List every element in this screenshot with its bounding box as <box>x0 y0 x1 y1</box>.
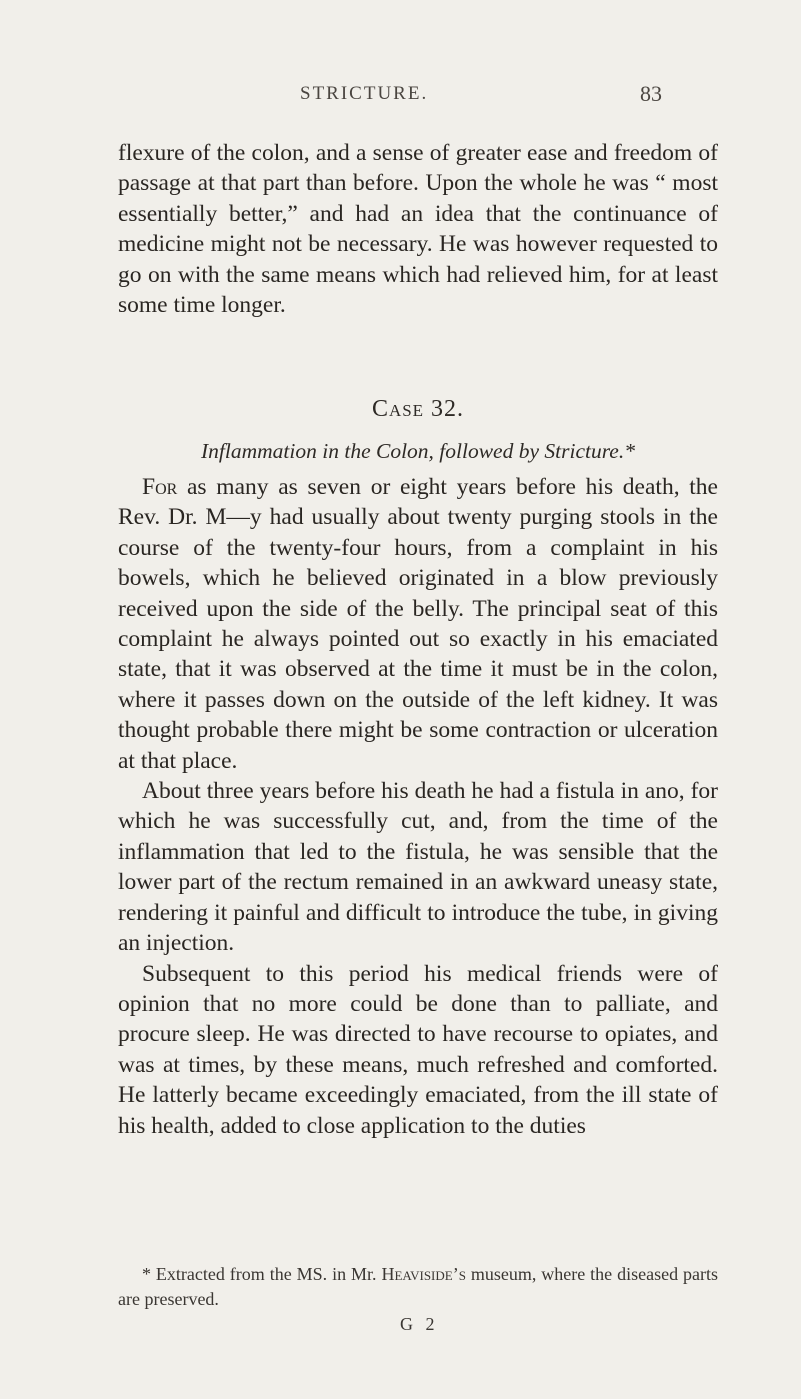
running-title: STRICTURE. <box>300 83 429 104</box>
paragraph-2: About three years before his death he had a fistula in ano, for which he was successfully cut, and, from the time of the inflammation that led to the fistula, he was sensible that the lower part of the rectum remained in an awkward uneasy state, rendering it painful and difficult to introduce the tube, in giving an injection. <box>118 778 718 957</box>
footnote <box>118 1262 718 1312</box>
footnote-text <box>118 1262 718 1312</box>
case-subtitle: Inflammation in the Colon, followed by Stricture.* <box>201 439 635 463</box>
case-heading: Case 32. <box>371 396 465 422</box>
footnote-text-before: * Extracted from the MS. in Mr. <box>142 1264 382 1284</box>
paragraph-1 <box>118 472 718 776</box>
paragraph-3: Subsequent to this period his medical friends were of opinion that no more could be done than to palliate, and procure sleep. He was directed to have recourse to opiates, and was at times, by these means, much refreshed and comforted. He latterly became exceedingly emaciated, from the ill state of his health, added to close application to the duties <box>118 960 718 1139</box>
paragraph-1-lead: For <box>142 474 178 500</box>
paragraph-1-text: as many as seven or eight years before his death, the Rev. Dr. M—y had usually about twenty purging stools in the course of the twenty-four hours, from a complaint in his bowels, which he believed originated in a blow previously received upon the side of the belly. The principal seat of this complaint he always pointed out so exactly in his emaciated state, that it was observed at the time it must be in the colon, where it passes down on the outside of the left kidney. It was thought probable there might be some contraction or ulceration at that place. <box>118 474 718 774</box>
footnote-name: Heaviside’s <box>381 1264 466 1284</box>
footnote-text-after: museum, where the diseased parts are preserved. <box>118 1264 718 1309</box>
signature-mark: G 2 <box>400 1314 439 1334</box>
paragraph-continued-text: flexure of the colon, and a sense of greater ease and freedom of passage at that part than before. Upon the whole he was “ most essentially better,” and had an idea that the continuance of medicine might not be necessary. He was however requested to go on with the same means which had relieved him, for at least some time longer. <box>118 140 718 319</box>
running-head <box>0 83 801 113</box>
case-body <box>118 472 718 1141</box>
page-number: 83 <box>640 81 662 106</box>
continued-paragraph <box>118 138 718 320</box>
